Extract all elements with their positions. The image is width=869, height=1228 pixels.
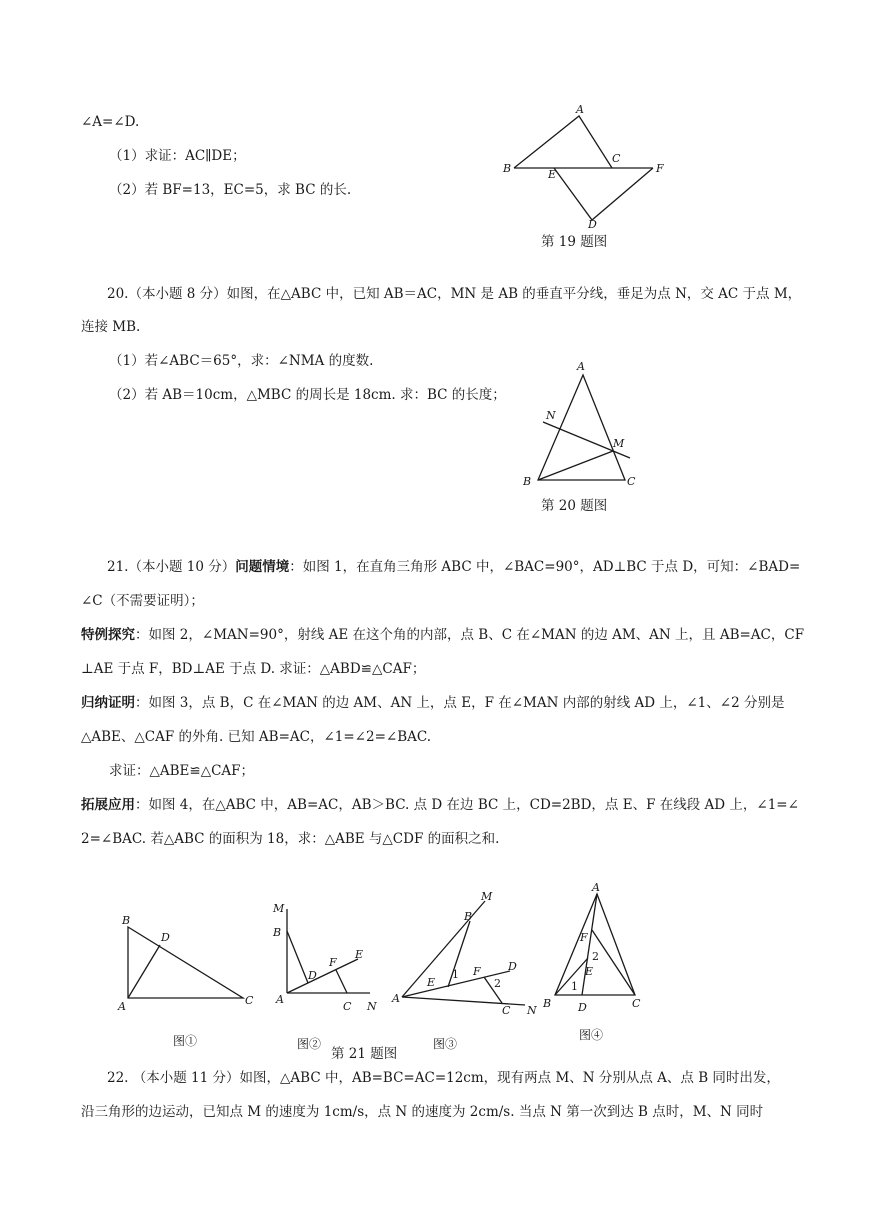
q21-intro xyxy=(107,558,800,576)
fig1-triangle xyxy=(128,927,243,998)
q19-label-f: F xyxy=(656,162,664,175)
q21-fig2 xyxy=(270,895,385,1020)
fig2-label-a: A xyxy=(276,993,284,1006)
q21-extend-bold: 拓展应用 xyxy=(81,797,135,813)
fig1-label-a: A xyxy=(118,1000,126,1013)
q21-extend xyxy=(81,796,799,814)
q19-line2: （2）若 BF=13，EC=5，求 BC 的长. xyxy=(109,182,352,198)
q20-label-c: C xyxy=(627,475,636,488)
q21-intro-bold: 问题情境 xyxy=(235,559,290,575)
q21-extend-rest: ：如图 4，在△ABC 中，AB=AC，AB＞BC. 点 D 在边 BC 上，CD=2BD，点 E、F 在线段 AD 上，∠1=∠ xyxy=(135,797,799,813)
fig3-label-c: C xyxy=(502,1004,511,1017)
fig3-label-e: E xyxy=(427,976,436,989)
fig3-label-2: 2 xyxy=(494,977,501,990)
fig2-bd xyxy=(287,931,308,983)
fig4-label-c: C xyxy=(632,997,641,1010)
q21-induct-rest: ：如图 3，点 B，C 在∠MAN 的边 AM、AN 上，点 E，F 在∠MAN 内部的射线 AD 上，∠1、∠2 分别是 xyxy=(135,695,785,711)
fig4-ad xyxy=(582,894,597,995)
q20-line1: 连接 MB. xyxy=(81,319,141,335)
q21-fig3-caption: 图③ xyxy=(433,1037,458,1051)
fig1-label-c: C xyxy=(245,994,254,1007)
q21-special xyxy=(81,626,804,644)
fig4-label-e: E xyxy=(585,965,594,978)
q19-label-a: A xyxy=(576,103,584,116)
fig3-label-b: B xyxy=(464,910,473,923)
fig2-label-m: M xyxy=(273,902,285,915)
q20-label-n: N xyxy=(546,409,556,422)
q19-triangle-def xyxy=(554,168,653,220)
q19-label-e: E xyxy=(548,168,557,181)
q20-line0: 20.（本小题 8 分）如图，在△ABC 中，已知 AB＝AC，MN 是 AB 的垂直平分线，垂足为点 N，交 AC 于点 M， xyxy=(107,286,802,302)
fig4-label-d: D xyxy=(578,1001,587,1014)
q19-label-d: D xyxy=(588,218,597,231)
q21-induct-bold: 归纳证明 xyxy=(81,695,135,711)
q20-label-a: A xyxy=(577,360,585,373)
q21-special-bold: 特例探究 xyxy=(81,627,135,643)
fig2-label-c: C xyxy=(343,1000,352,1013)
q20-line3: （2）若 AB＝10cm，△MBC 的周长是 18cm. 求：BC 的长度； xyxy=(109,387,506,403)
q21-caption: 第 21 题图 xyxy=(331,1046,398,1062)
fig2-label-d: D xyxy=(308,969,317,982)
q20-caption: 第 20 题图 xyxy=(541,498,608,514)
q21-special-line2: ⊥AE 于点 F，BD⊥AE 于点 D. 求证：△ABD≌△CAF； xyxy=(81,661,426,677)
fig1-altitude-ad xyxy=(128,945,160,998)
q19-figure xyxy=(490,100,680,235)
q20-figure xyxy=(515,355,645,490)
fig2-label-b: B xyxy=(273,926,282,939)
fig4-label-a: A xyxy=(592,881,600,894)
q19-label-c: C xyxy=(612,152,621,165)
q22-line0: 22. （本小题 11 分）如图，△ABC 中，AB=BC=AC=12cm，现有两点 M、N 分别从点 A、点 B 同时出发， xyxy=(107,1070,780,1086)
fig2-label-e: E xyxy=(355,948,364,961)
q21-fig1 xyxy=(110,905,270,1015)
fig4-label-b: B xyxy=(543,997,552,1010)
q19-line1: （1）求证：AC∥DE； xyxy=(109,148,246,164)
q20-triangle xyxy=(538,375,625,480)
q20-label-b: B xyxy=(523,475,532,488)
q19-line0: ∠A=∠D. xyxy=(81,114,140,130)
q21-induct-line2: △ABE、△CAF 的外角. 已知 AB=AC，∠1=∠2=∠BAC. xyxy=(81,729,432,745)
q20-label-m: M xyxy=(613,437,625,450)
q21-fig1-caption: 图① xyxy=(173,1034,198,1048)
q21-intro-rest: ：如图 1，在直角三角形 ABC 中，∠BAC=90°，AD⊥BC 于点 D，可知：∠BAD= xyxy=(289,559,801,575)
q21-fig4-caption: 图④ xyxy=(579,1028,604,1042)
fig4-label-f: F xyxy=(580,931,588,944)
fig2-cf xyxy=(336,970,347,993)
fig3-label-1: 1 xyxy=(452,968,459,981)
q21-intro-line2: ∠C（不需要证明）； xyxy=(81,593,204,609)
fig1-label-d: D xyxy=(161,931,170,944)
fig3-ray-am xyxy=(402,901,485,997)
fig1-label-b: B xyxy=(122,914,131,927)
q21-special-rest: ：如图 2，∠MAN=90°，射线 AE 在这个角的内部，点 B、C 在∠MAN 的边 AM、AN 上，且 AB=AC，CF xyxy=(135,627,805,643)
fig2-ray-ae xyxy=(287,959,358,993)
fig3-label-n: N xyxy=(527,1004,537,1017)
fig4-label-1: 1 xyxy=(571,980,578,993)
fig3-label-m: M xyxy=(481,890,493,903)
q22-line1: 沿三角形的边运动，已知点 M 的速度为 1cm/s，点 N 的速度为 2cm/s. 当点 N 第一次到达 B 点时，M、N 同时 xyxy=(81,1104,764,1120)
q21-fig2-caption: 图② xyxy=(297,1037,322,1051)
fig4-label-2: 2 xyxy=(592,950,599,963)
q20-line2: （1）若∠ABC＝65°，求：∠NMA 的度数. xyxy=(109,353,374,369)
q21-extend-line2: 2=∠BAC. 若△ABC 的面积为 18，求：△ABE 与△CDF 的面积之和. xyxy=(81,831,500,847)
q19-triangle-abc xyxy=(514,116,612,168)
q21-induct xyxy=(81,694,784,712)
q21-fig4 xyxy=(540,880,650,1020)
q21-prove-line: 求证：△ABE≌△CAF； xyxy=(109,763,255,779)
fig2-label-f: F xyxy=(329,956,337,969)
q21-intro-prefix: 21.（本小题 10 分） xyxy=(107,559,236,575)
q19-label-b: B xyxy=(503,162,512,175)
q21-fig3 xyxy=(390,885,545,1020)
q19-caption: 第 19 题图 xyxy=(541,234,608,250)
fig3-label-d: D xyxy=(508,960,517,973)
fig2-label-n: N xyxy=(367,1000,377,1013)
fig3-label-f: F xyxy=(473,965,481,978)
fig3-label-a: A xyxy=(392,992,400,1005)
